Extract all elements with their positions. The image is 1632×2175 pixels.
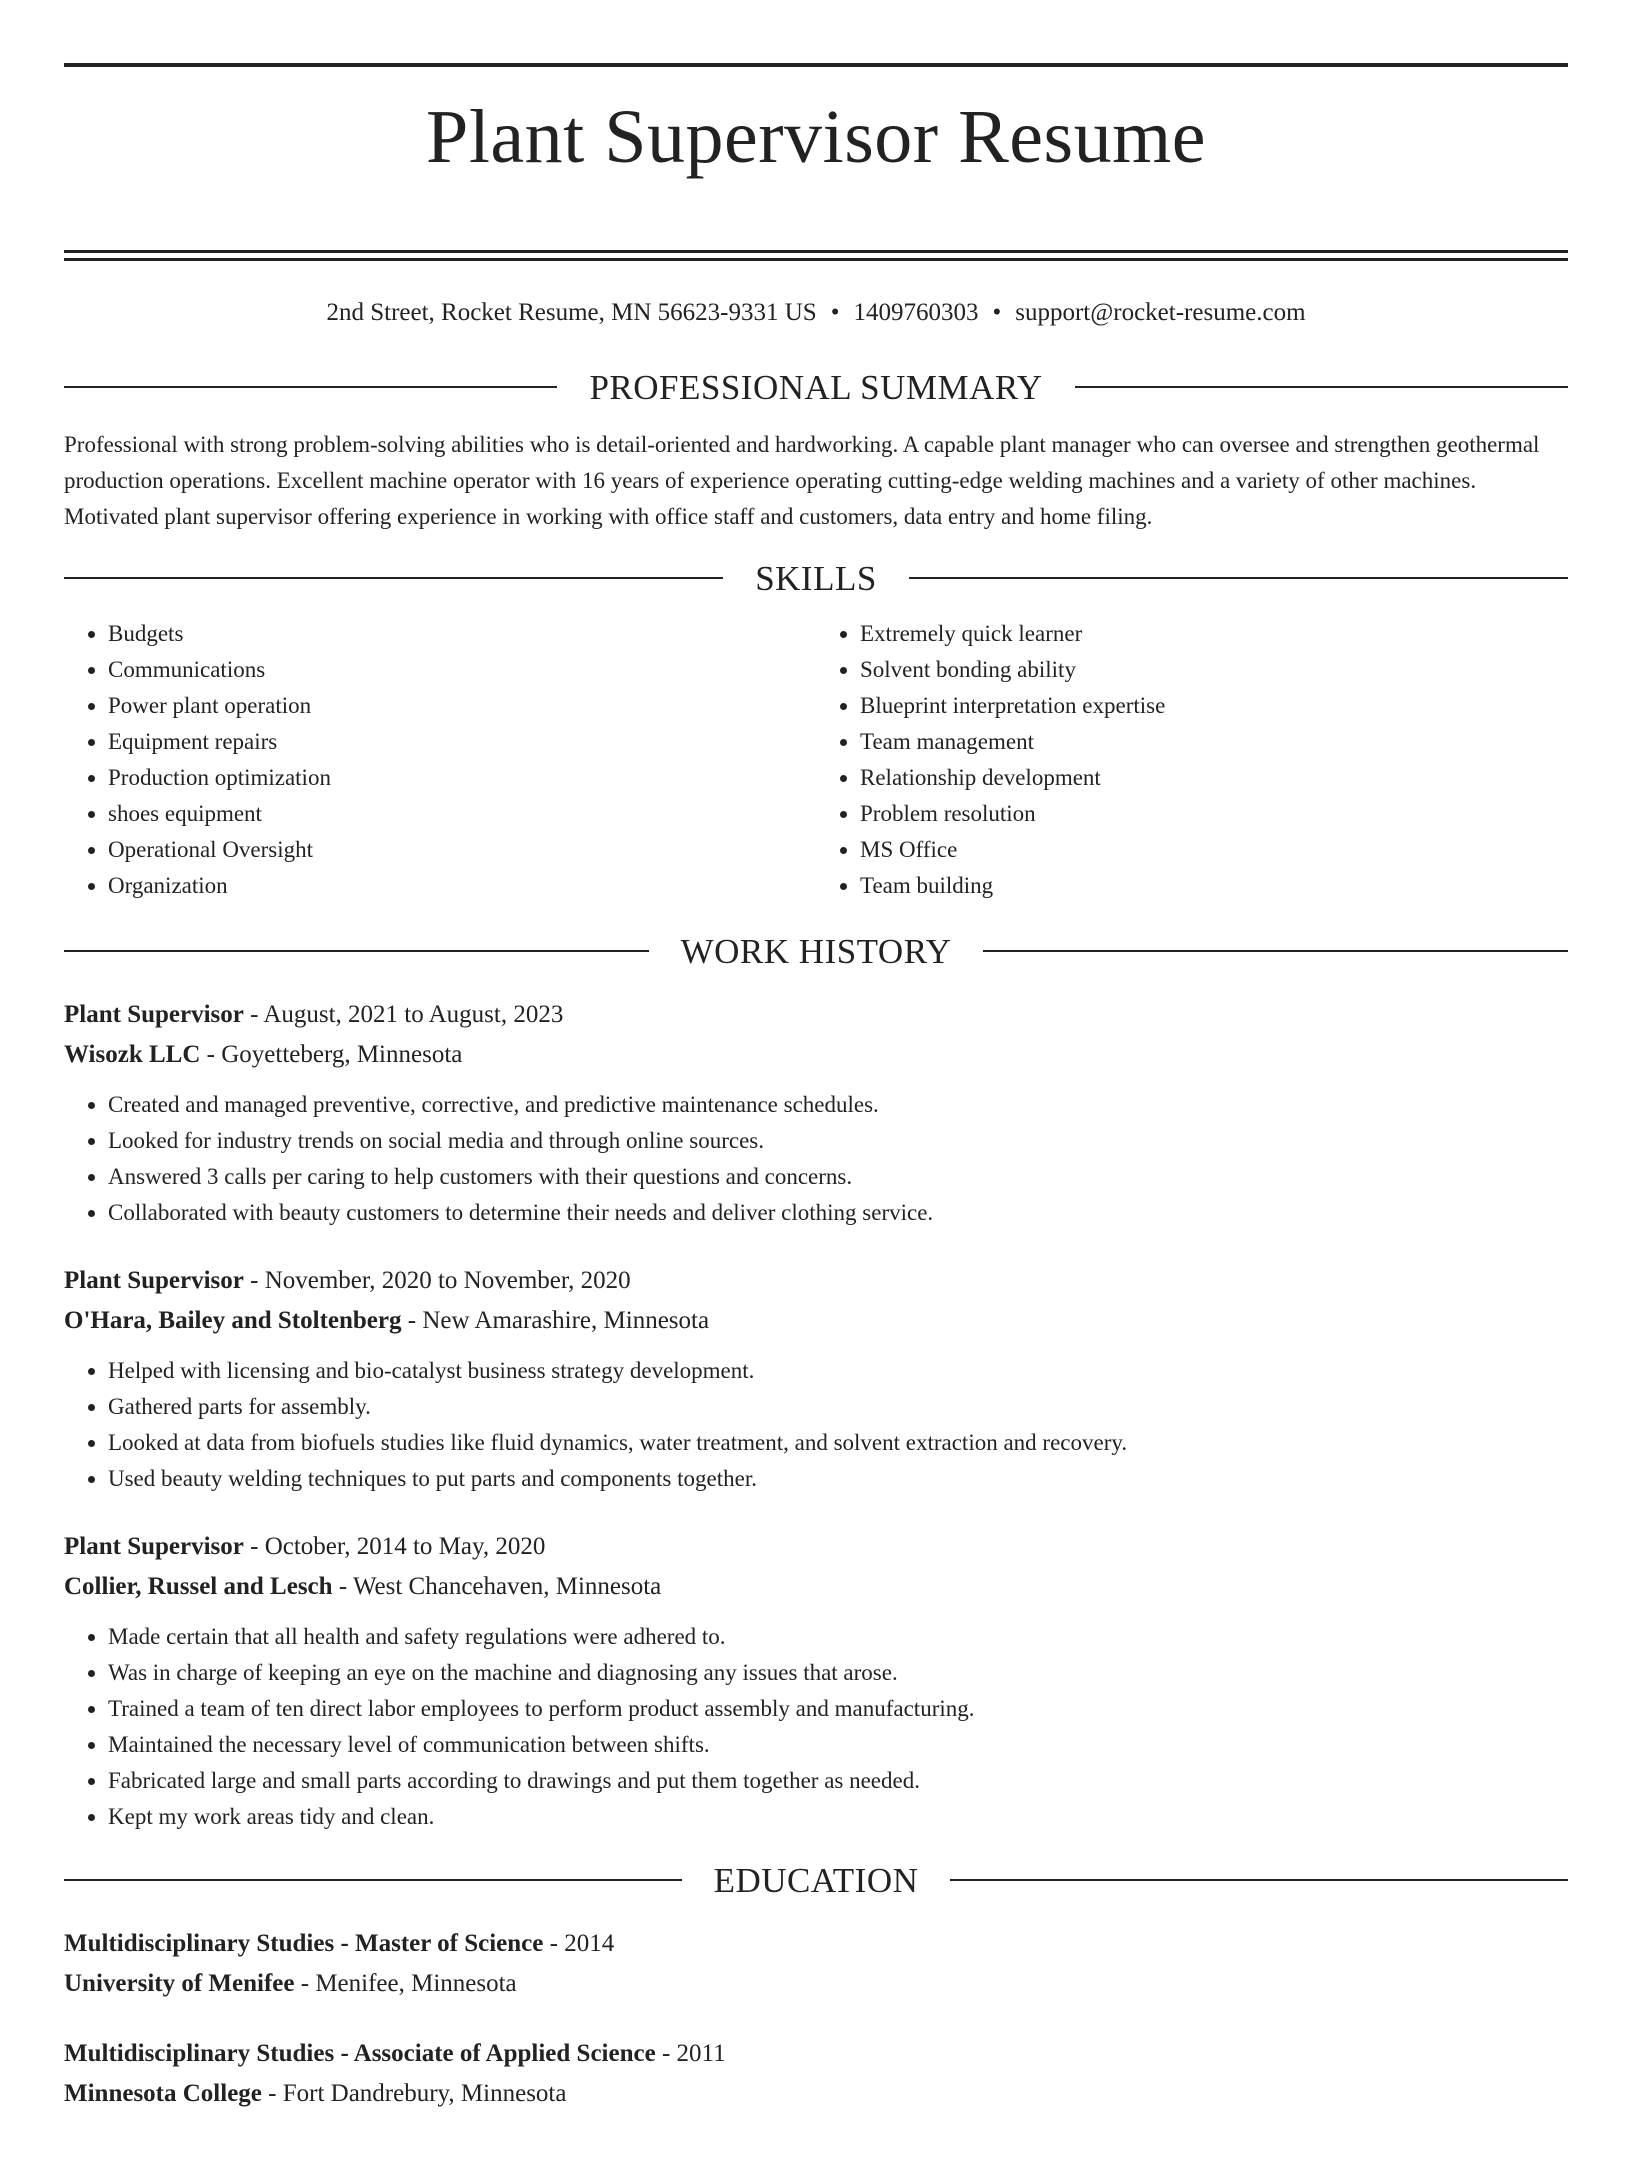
education-entry (64, 1924, 1568, 2004)
job-dates: October, 2014 to May, 2020 (264, 1532, 546, 1560)
job-location: Goyetteberg, Minnesota (221, 1040, 463, 1068)
skill-item: • MS Office (860, 832, 1568, 868)
job-bullet: • Collaborated with beauty customers to determine their needs and deliver clothing service. (108, 1195, 1568, 1231)
heading-rule (909, 577, 1568, 579)
job-entry (64, 995, 1568, 1231)
education-degree-line (64, 1924, 1568, 1964)
job-bullet: • Kept my work areas tidy and clean. (108, 1799, 1568, 1835)
job-bullet: • Helped with licensing and bio-catalyst business strategy development. (108, 1353, 1568, 1389)
heading-label: PROFESSIONAL SUMMARY (589, 367, 1043, 407)
title-double-rule (64, 250, 1568, 261)
education-location: Menifee, Minnesota (315, 1969, 517, 1997)
contact-address: 2nd Street, Rocket Resume, MN 56623-9331 US (326, 298, 817, 326)
contact-email: support@rocket-resume.com (1015, 298, 1306, 326)
top-rule (64, 63, 1568, 67)
skill-item: • Budgets (108, 616, 816, 652)
skills-list-left (64, 616, 816, 904)
dash-separator: - (543, 1929, 565, 1957)
contact-line (64, 298, 1568, 328)
job-location: New Amarashire, Minnesota (422, 1306, 710, 1334)
section-heading-work (64, 931, 1568, 971)
heading-rule (950, 1879, 1568, 1881)
section-heading-summary (64, 367, 1568, 407)
dash-separator: - (200, 1040, 222, 1068)
job-bullets (64, 1619, 1568, 1835)
skill-item: • Organization (108, 868, 816, 904)
page-title: Plant Supervisor Resume (426, 95, 1206, 179)
heading-label: SKILLS (755, 558, 877, 598)
dash-separator: - (243, 1266, 265, 1294)
skill-item: • Relationship development (860, 760, 1568, 796)
education-school-line (64, 2074, 1568, 2114)
education-school: University of Menifee (64, 1969, 295, 1997)
job-title-line (64, 1261, 1568, 1301)
skill-item: • Solvent bonding ability (860, 652, 1568, 688)
contact-separator: • (992, 298, 1002, 326)
work-history-list (64, 995, 1568, 1835)
heading-rule (64, 1879, 682, 1881)
skill-item: • Communications (108, 652, 816, 688)
job-bullet: • Looked for industry trends on social media and through online sources. (108, 1123, 1568, 1159)
dash-separator: - (332, 1572, 353, 1600)
job-bullet: • Looked at data from biofuels studies like fluid dynamics, water treatment, and solvent extraction and recovery. (108, 1425, 1568, 1461)
skill-item: • Operational Oversight (108, 832, 816, 868)
dash-separator: - (261, 2079, 283, 2107)
skill-item: • Production optimization (108, 760, 816, 796)
job-dates: November, 2020 to November, 2020 (264, 1266, 631, 1294)
job-bullet: • Was in charge of keeping an eye on the machine and diagnosing any issues that arose. (108, 1655, 1568, 1691)
heading-rule (983, 950, 1568, 952)
education-degree: Multidisciplinary Studies - Associate of Applied Science (64, 2039, 656, 2067)
job-title-line (64, 1527, 1568, 1567)
skill-item: • Team building (860, 868, 1568, 904)
section-heading-skills (64, 558, 1568, 598)
job-bullet: • Answered 3 calls per caring to help customers with their questions and concerns. (108, 1159, 1568, 1195)
job-entry (64, 1261, 1568, 1497)
skill-item: • Problem resolution (860, 796, 1568, 832)
education-location: Fort Dandrebury, Minnesota (282, 2079, 567, 2107)
job-company: Wisozk LLC (64, 1040, 201, 1068)
heading-rule (64, 577, 723, 579)
education-year: 2014 (564, 1929, 615, 1957)
job-title: Plant Supervisor (64, 1000, 244, 1028)
section-heading-education (64, 1860, 1568, 1900)
job-company: O'Hara, Bailey and Stoltenberg (64, 1306, 402, 1334)
job-location: West Chancehaven, Minnesota (352, 1572, 662, 1600)
skill-item: • Extremely quick learner (860, 616, 1568, 652)
education-list (64, 1924, 1568, 2114)
job-bullet: • Trained a team of ten direct labor employees to perform product assembly and manufacturing. (108, 1691, 1568, 1727)
skills-columns (64, 616, 1568, 904)
dash-separator: - (401, 1306, 423, 1334)
job-dates: August, 2021 to August, 2023 (263, 1000, 564, 1028)
education-school-line (64, 1964, 1568, 2004)
job-company-line (64, 1035, 1568, 1075)
education-year: 2011 (676, 2039, 726, 2067)
job-bullet: • Made certain that all health and safety regulations were adhered to. (108, 1619, 1568, 1655)
job-company: Collier, Russel and Lesch (64, 1572, 333, 1600)
job-bullets (64, 1353, 1568, 1497)
education-degree: Multidisciplinary Studies - Master of Science (64, 1929, 544, 1957)
heading-rule (64, 386, 557, 388)
job-title: Plant Supervisor (64, 1532, 244, 1560)
skill-item: • shoes equipment (108, 796, 816, 832)
contact-separator: • (830, 298, 840, 326)
heading-rule (1075, 386, 1568, 388)
dash-separator: - (243, 1000, 264, 1028)
skill-item: • Power plant operation (108, 688, 816, 724)
summary-text: Professional with strong problem-solving abilities who is detail-oriented and hardworking. A capable plant manager who can oversee and strengthen geothermal production operations. Excellent machine operator with 16 years of experience operating cutting-edge welding machines and a variety of other machines. Motivated plant supervisor offering experience in working with office staff and customers, data entry and home filing. (64, 431, 1540, 529)
education-school: Minnesota College (64, 2079, 262, 2107)
job-entry (64, 1527, 1568, 1835)
job-title-line (64, 995, 1568, 1035)
job-bullet: • Used beauty welding techniques to put parts and components together. (108, 1461, 1568, 1497)
skill-item: • Blueprint interpretation expertise (860, 688, 1568, 724)
heading-label: EDUCATION (713, 1860, 919, 1900)
job-title: Plant Supervisor (64, 1266, 244, 1294)
skill-item: • Team management (860, 724, 1568, 760)
heading-label: WORK HISTORY (680, 931, 952, 971)
contact-phone: 1409760303 (853, 298, 979, 326)
job-bullet: • Maintained the necessary level of communication between shifts. (108, 1727, 1568, 1763)
skill-item: • Equipment repairs (108, 724, 816, 760)
dash-separator: - (243, 1532, 265, 1560)
resume-page (0, 63, 1632, 2175)
dash-separator: - (294, 1969, 316, 1997)
skills-list-right (816, 616, 1568, 904)
job-company-line (64, 1301, 1568, 1341)
job-bullet: • Created and managed preventive, corrective, and predictive maintenance schedules. (108, 1087, 1568, 1123)
education-degree-line (64, 2034, 1568, 2074)
education-entry (64, 2034, 1568, 2114)
job-bullet: • Gathered parts for assembly. (108, 1389, 1568, 1425)
heading-rule (64, 950, 649, 952)
job-company-line (64, 1567, 1568, 1607)
job-bullets (64, 1087, 1568, 1231)
dash-separator: - (655, 2039, 677, 2067)
job-bullet: • Fabricated large and small parts according to drawings and put them together as needed. (108, 1763, 1568, 1799)
